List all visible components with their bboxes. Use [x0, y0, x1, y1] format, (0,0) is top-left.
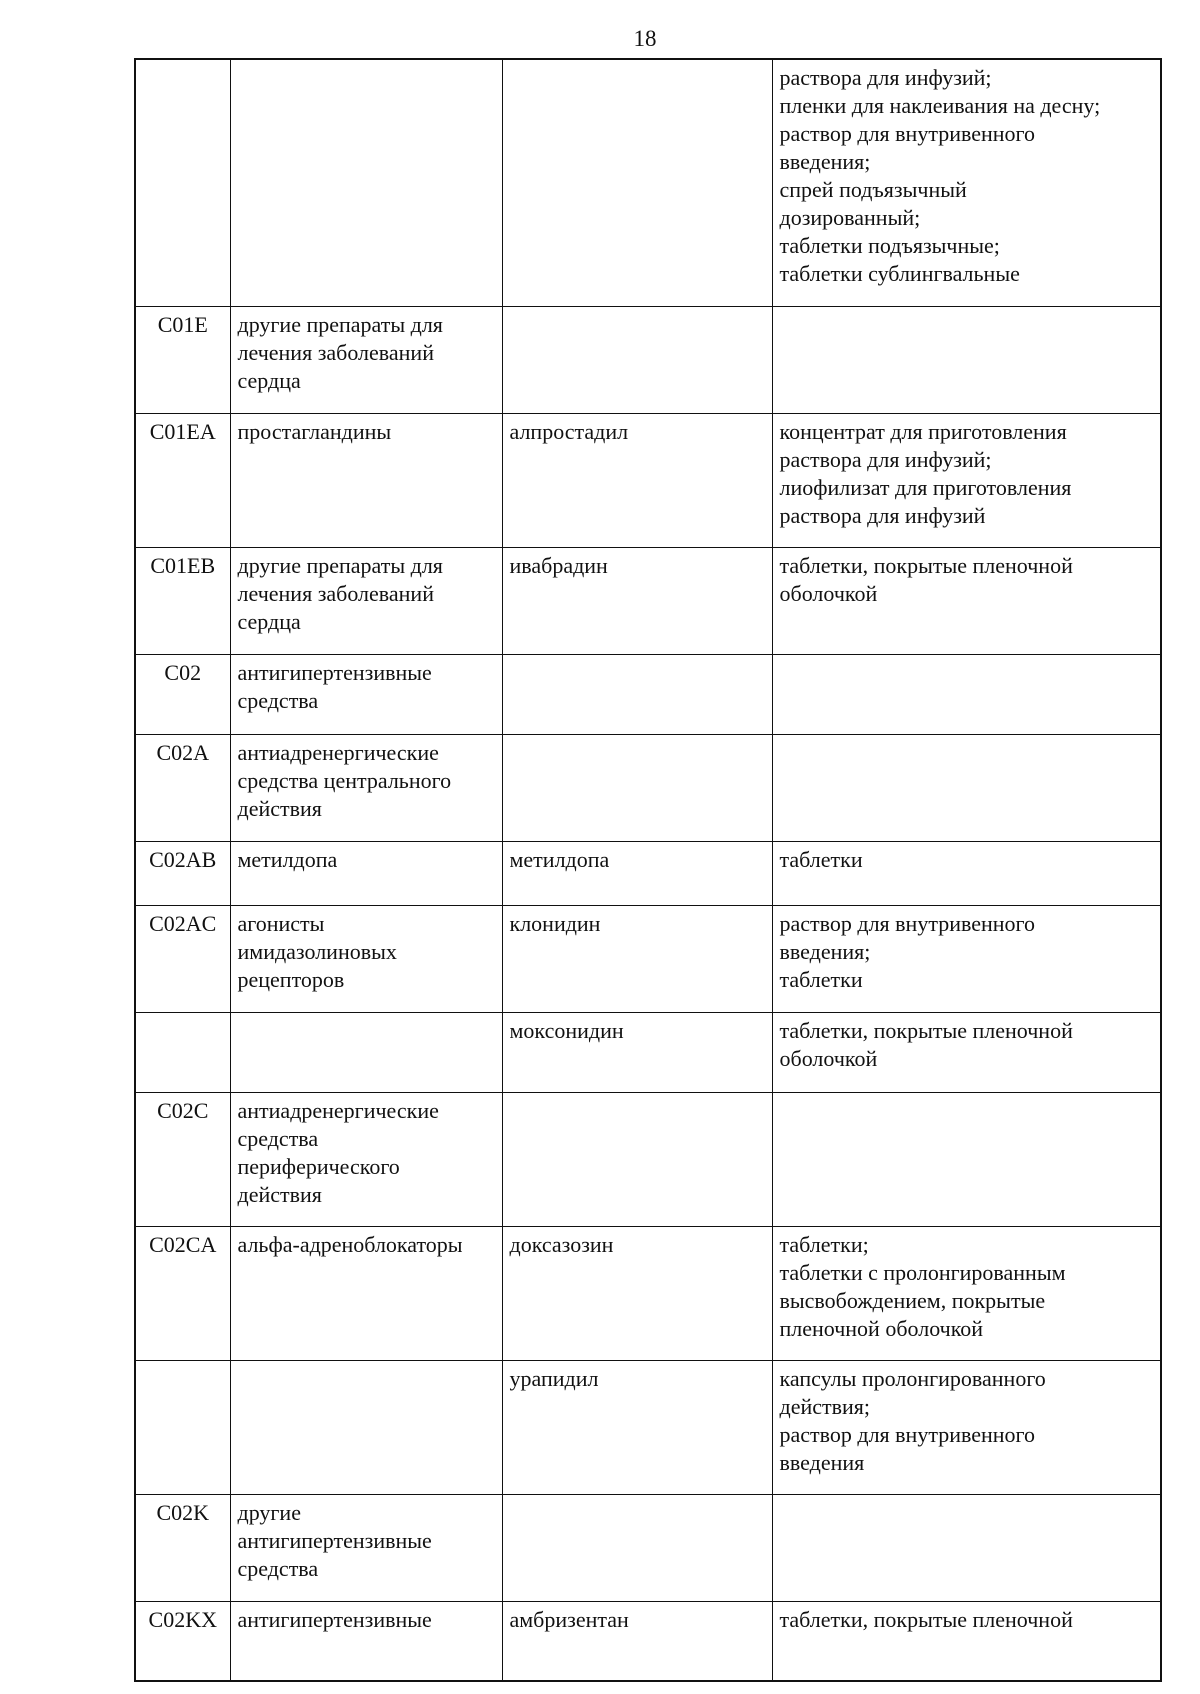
- medicinal-substance-line: клонидин: [509, 910, 601, 936]
- table-row: [135, 1494, 1161, 1601]
- dosage-forms-line: раствора для инфузий;: [779, 65, 992, 90]
- dosage-forms-line: таблетки подъязычные;: [779, 233, 1000, 258]
- dosage-forms-line: капсулы пролонгированного: [779, 1365, 1046, 1391]
- dosage-forms-line: таблетки, покрытые пленочной: [779, 1606, 1073, 1632]
- dosage-forms-line: раствора для инфузий: [779, 502, 986, 528]
- anatomic-therapeutic-group-cell: [230, 654, 502, 734]
- atc-code: C02A: [156, 739, 210, 765]
- dosage-forms-cell: [772, 59, 1161, 306]
- dosage-forms-line: дозированный;: [779, 205, 921, 230]
- dosage-forms-cell: [772, 1360, 1161, 1494]
- dosage-forms-line: раствора для инфузий;: [779, 446, 992, 472]
- page-number: 18: [633, 26, 657, 51]
- medicinal-substance-cell: [502, 1226, 772, 1360]
- anatomic-therapeutic-group-line: средства: [237, 1125, 319, 1151]
- medicinal-substance-cell: [502, 306, 772, 413]
- dosage-forms-line: таблетки: [779, 846, 863, 872]
- medicinal-substance-cell: [502, 1360, 772, 1494]
- medicinal-substance-line: метилдопа: [509, 846, 610, 872]
- anatomic-therapeutic-group-line: действия: [237, 795, 322, 821]
- medicinal-substance-cell: [502, 654, 772, 734]
- medicinal-substance-line: урапидил: [509, 1365, 599, 1391]
- atc-code-cell: [135, 734, 230, 841]
- anatomic-therapeutic-group-cell: [230, 1092, 502, 1226]
- anatomic-therapeutic-group-line: средства центрального: [237, 767, 452, 793]
- dosage-forms-cell: [772, 654, 1161, 734]
- table-row: [135, 1092, 1161, 1226]
- anatomic-therapeutic-group-line: лечения заболеваний: [237, 339, 434, 365]
- dosage-forms-line: пленки для наклеивания на десну;: [779, 93, 1101, 118]
- anatomic-therapeutic-group-line: сердца: [237, 367, 301, 393]
- dosage-forms-cell: [772, 1092, 1161, 1226]
- dosage-forms-line: спрей подъязычный: [779, 177, 967, 202]
- dosage-forms-line: таблетки;: [779, 1231, 869, 1257]
- dosage-forms-line: оболочкой: [779, 1045, 878, 1071]
- anatomic-therapeutic-group-line: простагландины: [237, 418, 392, 444]
- table-row: [135, 59, 1161, 306]
- dosage-forms-line: раствор для внутривенного: [779, 910, 1036, 936]
- dosage-forms-line: введения;: [779, 149, 871, 174]
- anatomic-therapeutic-group-line: агонисты: [237, 910, 325, 936]
- anatomic-therapeutic-group-line: другие препараты для: [237, 552, 443, 578]
- anatomic-therapeutic-group-line: действия: [237, 1181, 322, 1207]
- atc-code: C02C: [157, 1097, 209, 1123]
- anatomic-therapeutic-group-line: рецепторов: [237, 966, 345, 992]
- anatomic-therapeutic-group-cell: [230, 734, 502, 841]
- table-row: [135, 1012, 1161, 1092]
- anatomic-therapeutic-group-cell: [230, 1601, 502, 1681]
- dosage-forms-line: концентрат для приготовления: [779, 418, 1067, 444]
- atc-code-cell: [135, 654, 230, 734]
- atc-code-cell: [135, 1092, 230, 1226]
- anatomic-therapeutic-group-cell: [230, 1012, 502, 1092]
- medicinal-substance-cell: [502, 1092, 772, 1226]
- anatomic-therapeutic-group-cell: [230, 1360, 502, 1494]
- dosage-forms-cell: [772, 547, 1161, 654]
- anatomic-therapeutic-group-line: периферического: [237, 1153, 400, 1179]
- table-row: [135, 1601, 1161, 1681]
- medicinal-substance-cell: [502, 59, 772, 306]
- dosage-forms-cell: [772, 1494, 1161, 1601]
- anatomic-therapeutic-group-line: другие препараты для: [237, 311, 443, 337]
- atc-code: C02AC: [149, 910, 217, 936]
- anatomic-therapeutic-group-line: лечения заболеваний: [237, 580, 434, 606]
- anatomic-therapeutic-group-line: антигипертензивные: [237, 1606, 432, 1632]
- medicinal-substance-line: моксонидин: [509, 1017, 624, 1043]
- atc-code-cell: [135, 905, 230, 1012]
- anatomic-therapeutic-group-line: антиадренергические: [237, 739, 439, 765]
- atc-code-cell: [135, 1226, 230, 1360]
- table-row: [135, 547, 1161, 654]
- atc-code: C02: [164, 659, 202, 685]
- table-row: [135, 654, 1161, 734]
- dosage-forms-line: таблетки с пролонгированным: [779, 1259, 1066, 1285]
- medicinal-substance-cell: [502, 1012, 772, 1092]
- medicinal-substance-line: ивабрадин: [509, 552, 608, 578]
- dosage-forms-line: высвобождением, покрытые: [779, 1287, 1046, 1313]
- table-row: [135, 413, 1161, 547]
- dosage-forms-cell: [772, 1601, 1161, 1681]
- dosage-forms-line: раствор для внутривенного: [779, 1421, 1036, 1447]
- table-body: [135, 59, 1161, 1681]
- medicinal-substance-cell: [502, 841, 772, 905]
- dosage-forms-cell: [772, 1012, 1161, 1092]
- dosage-forms-line: таблетки: [779, 966, 863, 992]
- anatomic-therapeutic-group-cell: [230, 306, 502, 413]
- atc-code-cell: [135, 547, 230, 654]
- dosage-forms-line: таблетки сублингвальные: [779, 261, 1020, 286]
- atc-code-cell: [135, 413, 230, 547]
- dosage-forms-line: пленочной оболочкой: [779, 1315, 984, 1341]
- dosage-forms-cell: [772, 905, 1161, 1012]
- medicinal-substance-line: амбризентан: [509, 1606, 629, 1632]
- medicinal-substance-cell: [502, 413, 772, 547]
- anatomic-therapeutic-group-line: средства: [237, 687, 319, 713]
- atc-code-cell: [135, 59, 230, 306]
- dosage-forms-line: таблетки, покрытые пленочной: [779, 552, 1073, 578]
- medicinal-substance-cell: [502, 734, 772, 841]
- dosage-forms-cell: [772, 841, 1161, 905]
- anatomic-therapeutic-group-line: антигипертензивные: [237, 659, 432, 685]
- medicinal-substance-line: доксазозин: [509, 1231, 614, 1257]
- anatomic-therapeutic-group-line: другие: [237, 1499, 301, 1525]
- dosage-forms-line: введения;: [779, 938, 871, 964]
- anatomic-therapeutic-group-line: сердца: [237, 608, 301, 634]
- anatomic-therapeutic-group-line: имидазолиновых: [237, 938, 397, 964]
- medicinal-substance-line: алпростадил: [509, 418, 629, 444]
- dosage-forms-cell: [772, 1226, 1161, 1360]
- dosage-forms-line: таблетки, покрытые пленочной: [779, 1017, 1073, 1043]
- atc-code-cell: [135, 1601, 230, 1681]
- dosage-forms-line: раствор для внутривенного: [779, 121, 1036, 146]
- drug-list-table: [134, 58, 1162, 1682]
- atc-code: C01E: [157, 311, 208, 337]
- table-row: [135, 1226, 1161, 1360]
- table-row: [135, 734, 1161, 841]
- atc-code: C02K: [156, 1499, 210, 1525]
- table-row: [135, 905, 1161, 1012]
- anatomic-therapeutic-group-cell: [230, 413, 502, 547]
- dosage-forms-cell: [772, 734, 1161, 841]
- medicinal-substance-cell: [502, 905, 772, 1012]
- atc-code-cell: [135, 1012, 230, 1092]
- anatomic-therapeutic-group-cell: [230, 1226, 502, 1360]
- anatomic-therapeutic-group-line: антиадренергические: [237, 1097, 439, 1123]
- atc-code: C02KX: [148, 1606, 217, 1632]
- anatomic-therapeutic-group-line: антигипертензивные: [237, 1527, 432, 1553]
- medicinal-substance-cell: [502, 547, 772, 654]
- atc-code: C02AB: [149, 846, 217, 872]
- table-row: [135, 306, 1161, 413]
- atc-code: C02CA: [149, 1231, 217, 1257]
- dosage-forms-line: действия;: [779, 1393, 871, 1419]
- table-row: [135, 1360, 1161, 1494]
- dosage-forms-line: введения: [779, 1449, 865, 1475]
- anatomic-therapeutic-group-cell: [230, 841, 502, 905]
- dosage-forms-line: лиофилизат для приготовления: [779, 474, 1072, 500]
- table-row: [135, 841, 1161, 905]
- dosage-forms-line: оболочкой: [779, 580, 878, 606]
- atc-code-cell: [135, 1360, 230, 1494]
- medicinal-substance-cell: [502, 1494, 772, 1601]
- atc-code: C01EA: [149, 418, 216, 444]
- anatomic-therapeutic-group-line: средства: [237, 1555, 319, 1581]
- anatomic-therapeutic-group-line: альфа-адреноблокаторы: [237, 1231, 463, 1257]
- anatomic-therapeutic-group-cell: [230, 905, 502, 1012]
- atc-code-cell: [135, 841, 230, 905]
- atc-code-cell: [135, 306, 230, 413]
- anatomic-therapeutic-group-cell: [230, 547, 502, 654]
- anatomic-therapeutic-group-line: метилдопа: [237, 846, 338, 872]
- medicinal-substance-cell: [502, 1601, 772, 1681]
- anatomic-therapeutic-group-cell: [230, 59, 502, 306]
- dosage-forms-cell: [772, 306, 1161, 413]
- atc-code-cell: [135, 1494, 230, 1601]
- atc-code: C01EB: [150, 552, 216, 578]
- anatomic-therapeutic-group-cell: [230, 1494, 502, 1601]
- dosage-forms-cell: [772, 413, 1161, 547]
